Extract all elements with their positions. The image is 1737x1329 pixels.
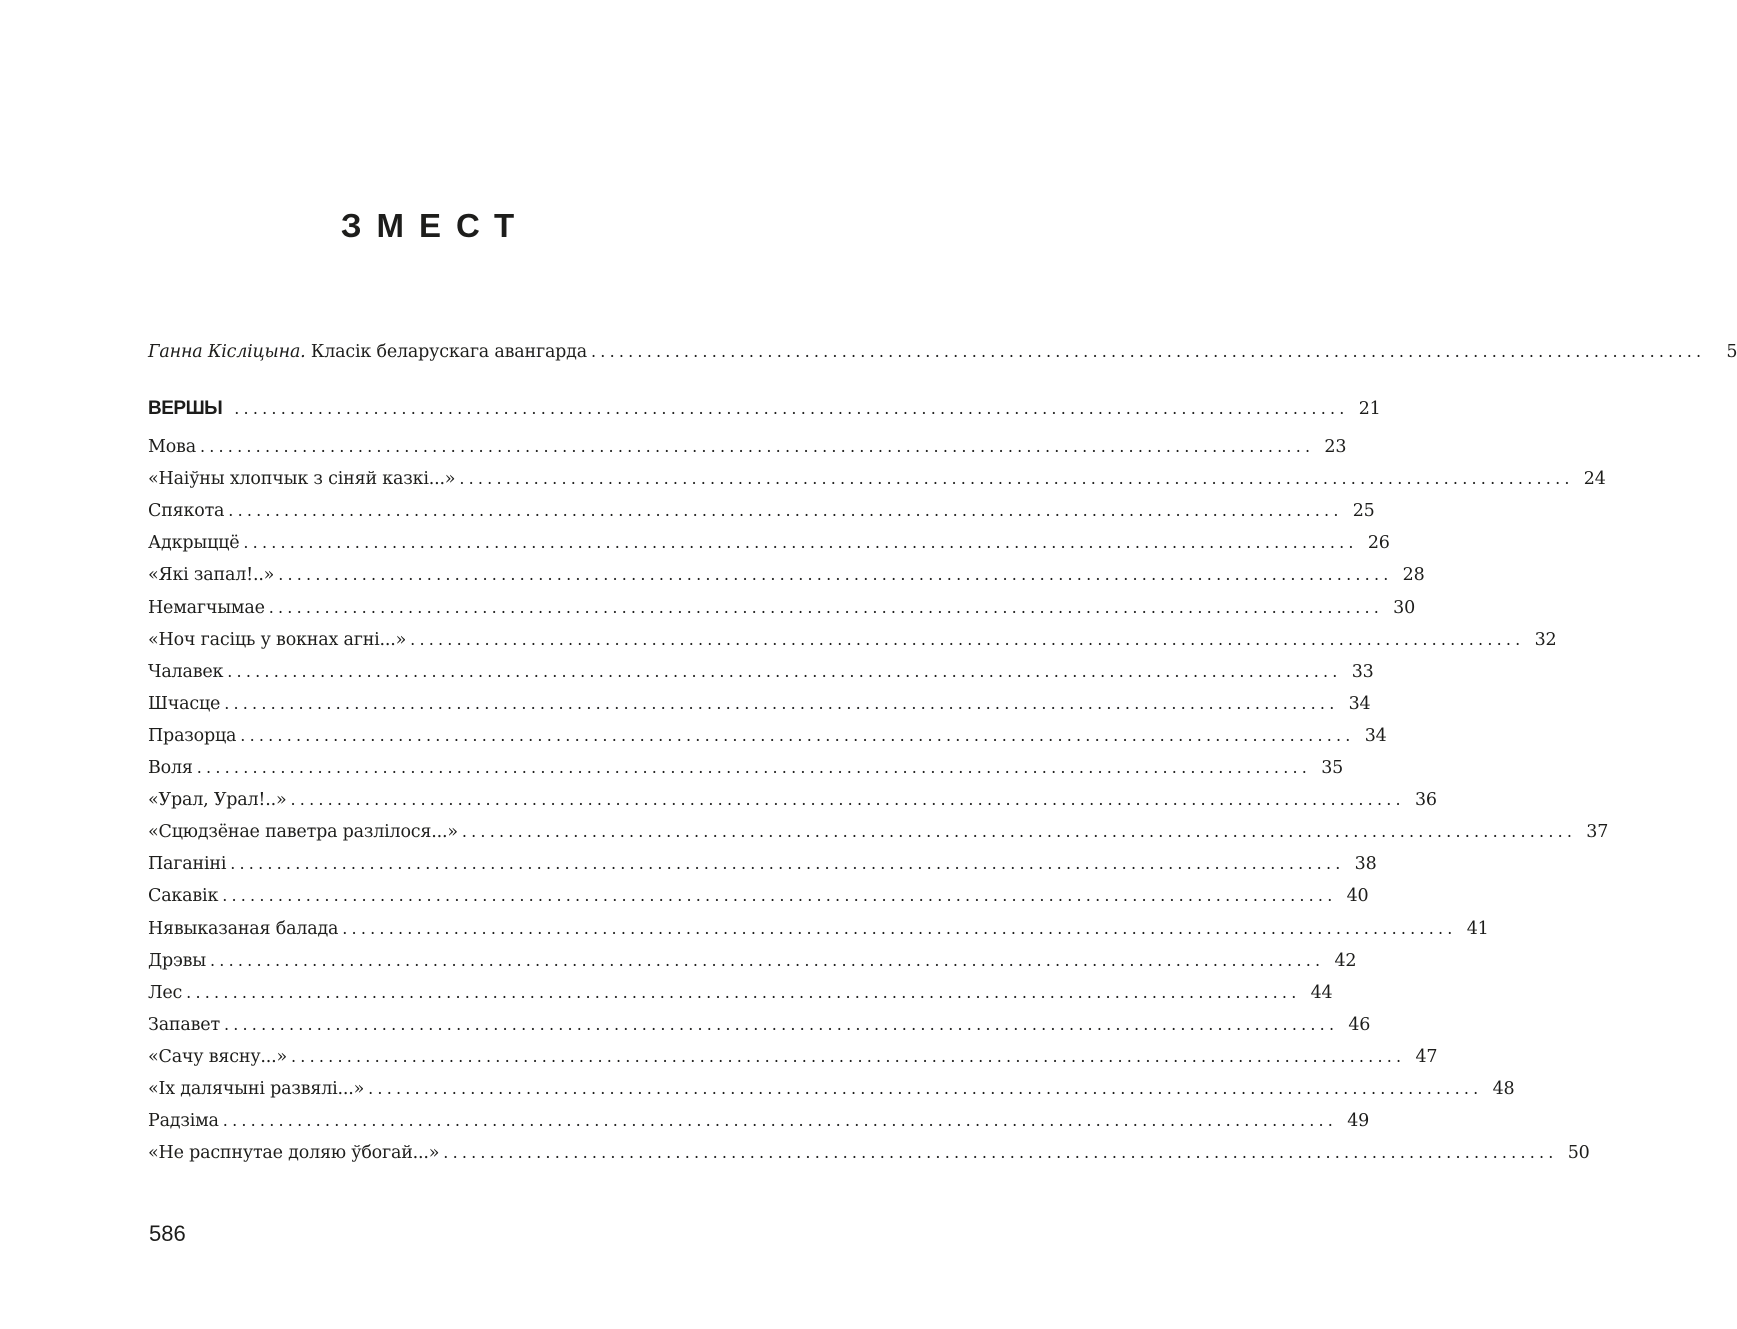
toc-entry-page: 34 [1348,693,1371,714]
leader-dots: ........................................................................................................................ [234,399,1349,418]
toc-entry-title: Сакавік [148,883,222,909]
toc-entry-title: Немагчымае [148,595,269,621]
leader-dots: ........................................................................................................................ [222,886,1337,906]
leader-dots: ........................................................................................................................ [278,565,1393,585]
toc-entry[interactable] [148,948,1357,974]
leader-dots: ........................................................................................................................ [591,342,1706,361]
toc-entry[interactable] [148,916,1489,942]
leader-dots: ........................................................................................................................ [224,693,1339,713]
toc-entry-page: 41 [1466,918,1489,939]
toc-entry-title: «Які запал!..» [148,562,278,588]
leader-dots: ........................................................................................................................ [228,501,1343,521]
toc-entry[interactable] [148,1044,1438,1070]
toc-entry[interactable] [148,980,1333,1006]
toc-entry-page: 46 [1348,1014,1371,1035]
toc-entry-page: 36 [1414,790,1437,811]
toc-section-vershy[interactable] [148,396,1381,422]
toc-entry-page: 32 [1534,629,1557,650]
toc-entry[interactable] [148,530,1390,556]
toc-entry-page: 26 [1367,533,1390,554]
toc-entry-title: «Сачу вясну...» [148,1044,291,1070]
toc-entry[interactable] [148,883,1369,909]
toc-entry-title: Спякота [148,498,228,524]
toc-entry[interactable] [148,562,1425,588]
toc-entry-author: Ганна Кісліцына. [148,342,306,362]
toc-entry[interactable] [148,627,1557,653]
toc-entry[interactable] [148,851,1377,877]
toc-entry[interactable] [148,723,1387,749]
toc-entry[interactable] [148,434,1347,460]
toc-entry[interactable] [148,659,1374,685]
toc-entry-title: Радзіма [148,1108,223,1134]
leader-dots: ........................................................................................................................ [240,725,1355,745]
toc-entry[interactable] [148,787,1437,813]
toc-entry-title: Празорца [148,723,240,749]
toc-entry[interactable] [148,466,1606,492]
toc-entry-page: 25 [1352,501,1375,522]
toc-entry-page: 48 [1492,1079,1515,1099]
toc-entry-page: 23 [1324,437,1347,457]
toc-entry-title: «Ноч гасіць у вокнах агні...» [148,627,410,653]
leader-dots: ........................................................................................................................ [210,950,1325,970]
toc-entry-page: 35 [1321,758,1344,778]
leader-dots: ........................................................................................................................ [222,1111,1338,1131]
page-title: ЗМЕСТ [340,207,530,244]
toc-entry-title: Запавет [148,1012,224,1038]
toc-entry-title: Лес [148,980,186,1006]
leader-dots: ........................................................................................................................ [342,918,1457,938]
toc-entry-intro[interactable] [148,339,1737,365]
toc-entry-title: «Урал, Урал!..» [148,787,291,813]
toc-entry-title: Дрэвы [148,948,210,974]
toc-entry-title: «Іх далячыні развялі...» [148,1076,368,1102]
toc-entry[interactable] [148,1108,1370,1134]
toc-entry-title: Паганіні [148,851,230,877]
leader-dots: ........................................................................................................................ [368,1079,1483,1098]
toc-entry[interactable] [148,755,1344,781]
leader-dots: ........................................................................................................................ [291,1046,1406,1066]
leader-dots: ........................................................................................................................ [410,629,1525,649]
toc-entry-page: 30 [1393,597,1416,618]
toc-entry-page: 37 [1586,822,1609,843]
toc-entry-page: 33 [1351,661,1374,682]
toc-entry-page: 38 [1354,854,1377,875]
toc-entry-title: Мова [148,434,200,460]
toc-entry-page: 44 [1310,982,1333,1003]
leader-dots: ........................................................................................................................ [243,533,1358,553]
toc-entry-page: 5 [1726,342,1737,362]
leader-dots: ........................................................................................................................ [230,854,1345,874]
toc-entry[interactable] [148,819,1609,845]
toc-entry-page: 34 [1364,725,1387,746]
toc-entry-title: «Сцюдзёнае паветра разлілося...» [148,819,462,845]
leader-dots: ........................................................................................................................ [227,661,1342,681]
toc-entry-title: Нявыказаная балада [148,916,342,942]
toc-entry-label [148,339,591,365]
leader-dots: ........................................................................................................................ [459,469,1574,489]
toc-entry[interactable] [148,1076,1515,1102]
page-number: 586 [149,1221,186,1246]
toc-section-title: ВЕРШЫ [148,396,234,422]
toc-entry[interactable] [148,691,1371,717]
leader-dots: ........................................................................................................................ [461,822,1577,842]
leader-dots: ........................................................................................................................ [443,1143,1558,1163]
toc-entry-title: Адкрыццё [148,530,243,556]
toc-entry-title: Воля [148,755,197,781]
toc-entry-title: Класік беларускага авангарда [310,342,587,362]
toc-entry-title: Шчасце [148,691,224,717]
leader-dots: ........................................................................................................................ [290,790,1405,810]
toc-entry-title: «Наіўны хлопчык з сіняй казкі...» [148,466,459,492]
toc-entry[interactable] [148,595,1416,621]
toc-entry-title: «Не распнутае доляю ўбогай...» [148,1140,443,1166]
toc-section-page: 21 [1358,399,1381,419]
leader-dots: ........................................................................................................................ [223,1014,1339,1034]
leader-dots: ........................................................................................................................ [186,982,1301,1002]
toc-entry-page: 28 [1402,565,1425,586]
toc-entry[interactable] [148,498,1375,524]
toc-entry-page: 47 [1415,1046,1438,1067]
leader-dots: ........................................................................................................................ [199,437,1315,456]
leader-dots: ........................................................................................................................ [196,758,1312,777]
toc-entry-page: 50 [1567,1143,1590,1164]
leader-dots: ........................................................................................................................ [268,597,1384,617]
toc-entry-page: 42 [1334,950,1357,971]
toc-entry-title: Чалавек [148,659,227,685]
toc-entry[interactable] [148,1140,1590,1166]
toc-entry-page: 49 [1347,1111,1370,1132]
toc-entry[interactable] [148,1012,1371,1038]
toc-entry-page: 24 [1583,469,1606,490]
toc-entry-page: 40 [1346,886,1369,907]
